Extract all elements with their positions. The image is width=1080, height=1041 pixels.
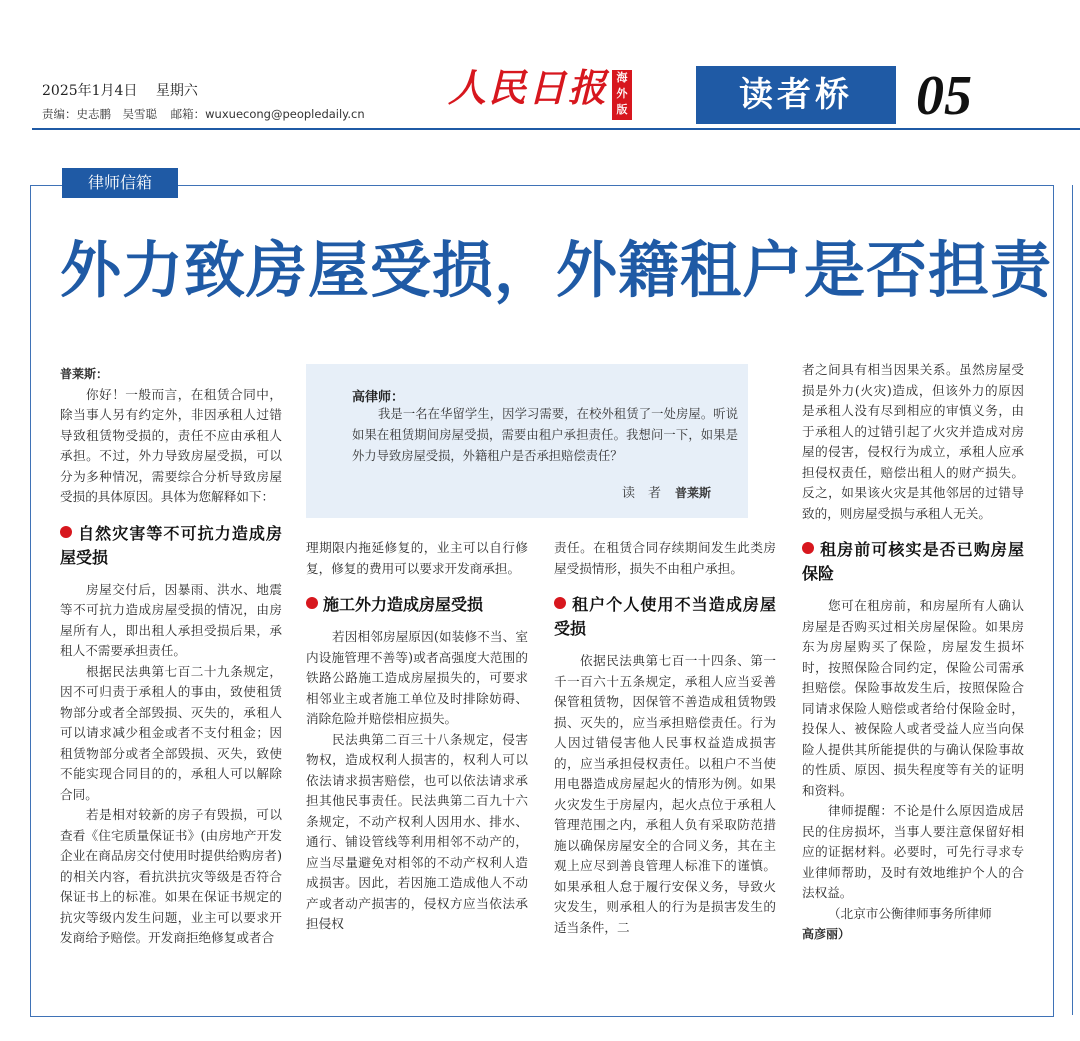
paragraph: 房屋交付后，因暴雨、洪水、地震等不可抗力造成房屋受损的情况，由房屋所有人，即出租人承担受损后果，承租人不需要承担责任。 xyxy=(60,581,282,658)
article-column-3 xyxy=(554,538,776,938)
editor-line xyxy=(42,106,375,122)
masthead-rule xyxy=(32,128,1080,130)
email-label: 邮箱：wuxuecong@peopledaily.cn xyxy=(170,107,365,121)
paragraph: 根据民法典第七百二十九条规定，因不可归责于承租人的事由，致使租赁物部分或者全部毁损、灭失的，承租人可以请求减少租金或者不支付租金；因租赁物部分或者全部毁损、灭失，致使不能实现合同目的的，承租人可以解除合同。 xyxy=(60,663,282,802)
letter-body: 我是一名在华留学生，因学习需要，在校外租赁了一处房屋。听说如果在租赁期间房屋受损，需要由租户承担责任。我想问一下，如果是外力导致房屋受损，外籍租户是否承担赔偿责任？ xyxy=(352,407,738,463)
paragraph: 若因相邻房屋原因(如装修不当、室内设施管理不善等)或者高强度大范围的铁路公路施工造成房屋损失的，可要求相邻业主或者施工单位及时排除妨碍、消除危险并赔偿相应损失。 xyxy=(306,629,528,726)
subheading-force-majeure: 自然灾害等不可抗力造成房屋受损 xyxy=(60,523,282,567)
reader-letter-box xyxy=(306,364,748,518)
issue-date-line xyxy=(42,80,212,100)
paragraph: 若是相对较新的房子有毁损，可以查看《住宅质量保证书》(由房地产开发企业在商品房交付使用时提供给购房者)的相关内容，看抗洪抗灾等级是否符合保证书上的标准。如果在保证书规定的抗灾等级内发生问题，业主可以要求开发商给予赔偿。开发商拒绝修复或者合 xyxy=(60,807,282,945)
paragraph: 您可在租房前，和房屋所有人确认房屋是否购买过相关房屋保险。如果房东为房屋购买了保险，房屋发生损坏时，按照保险合同约定，保险公司需承担赔偿。保险事故发生后，按照保险合同请求保险人赔偿或者给付保险金时，投保人、被保险人或者受益人应当向保险人提供其所能提供的与确认保险事故的性质、原因、损失程度等有关的证明和资料。 xyxy=(802,598,1024,798)
article-column-1 xyxy=(60,364,282,949)
paragraph: 依据民法典第七百一十四条、第一千一百六十五条规定，承租人应当妥善保管租赁物，因保管不善造成租赁物毁损、灭失的，应当承担赔偿责任。行为人因过错侵害他人民事权益造成损害的，应当承担侵权责任。以租户不当使用电器造成房屋起火的情形为例。如果火灾发生于房屋内，起火点位于承租人管理范围之内，承租人负有采取防范措施以确保房屋安全的合同义务，其在主观上应尽到善良管理人标准下的谨慎。如果承租人怠于履行安保义务，导致火灾发生，则承租人的行为是损害发生的适当条件，二 xyxy=(554,653,776,935)
letter-greeting: 高律师： xyxy=(352,390,405,405)
editors-label: 责编：史志鹏 吴雪聪 xyxy=(42,107,157,121)
reader-name: 普莱斯 xyxy=(675,486,712,500)
column-tag: 律师信箱 xyxy=(62,168,178,198)
author-credit: （北京市公衡律师事务所律师 高彦丽） xyxy=(802,905,992,941)
subheading-tenant-misuse: 租户个人使用不当造成房屋受损 xyxy=(554,595,776,638)
letter-signature xyxy=(622,482,711,501)
letter-signoff: 读 者 xyxy=(622,486,662,501)
paragraph: 理期限内拖延修复的，业主可以自行修复，修复的费用可以要求开发商承担。 xyxy=(306,540,528,576)
page-number: 05 xyxy=(916,65,972,127)
article-column-4 xyxy=(802,360,1024,945)
paragraph: 者之间具有相当因果关系。虽然房屋受损是外力(火灾)造成，但该外力的原因是承租人没有尽到相应的审慎义务，由于承租人的过错引起了火灾并造成对房屋的侵害，侵权行为成立，承租人应承担侵权责任，赔偿出租人的财产损失。反之，如果该火灾是其他邻居的过错导致的，则房屋受损与承租人无关。 xyxy=(802,362,1024,521)
paragraph: 民法典第二百三十八条规定，侵害物权，造成权利人损害的，权利人可以依法请求损害赔偿，也可以依法请求承担其他民事责任。民法典第二百九十六条规定，不动产权利人因用水、排水、通行、铺设管线等利用相邻不动产的，应当尽量避免对相邻的不动产权利人造成损害。因此，若因施工造成他人不动产或者动产损害的，侵权方应当依法承担侵权 xyxy=(306,731,528,931)
reply-greeting: 普莱斯： xyxy=(60,367,109,381)
bullet-dot-icon xyxy=(802,542,814,554)
newspaper-logo: 人民日报 xyxy=(448,65,609,110)
next-article-edge xyxy=(1072,185,1080,1015)
issue-date: 2025年1月4日 xyxy=(42,83,138,99)
section-title: 读者桥 xyxy=(696,66,896,124)
bullet-dot-icon xyxy=(554,597,566,609)
subheading-construction: 施工外力造成房屋受损 xyxy=(306,593,528,617)
paragraph: 律师提醒：不论是什么原因造成居民的住房损坏，当事人要注意保留好相应的证据材料。必要时，可先行寻求专业律师帮助，及时有效地维护个人的合法权益。 xyxy=(802,803,1024,900)
issue-weekday: 星期六 xyxy=(155,83,198,99)
bullet-dot-icon xyxy=(60,526,72,538)
article-column-2 xyxy=(306,538,528,935)
paragraph: 责任。在租赁合同存续期间发生此类房屋受损情形，损失不由租户承担。 xyxy=(554,540,776,576)
article-headline: 外力致房屋受损，外籍租户是否担责 xyxy=(60,235,1053,306)
bullet-dot-icon xyxy=(306,597,318,609)
subheading-insurance: 租房前可核实是否已购房屋保险 xyxy=(802,540,1024,583)
paragraph: 你好！一般而言，在租赁合同中，除当事人另有约定外，非因承租人过错导致租赁物受损的，责任不应由承租人承担。不过，外力导致房屋受损，可以分为多种情况，需要综合分析导致房屋受损的具体原因。具体为您解释如下： xyxy=(60,386,282,504)
edition-stamp: 海外版 xyxy=(612,70,632,120)
